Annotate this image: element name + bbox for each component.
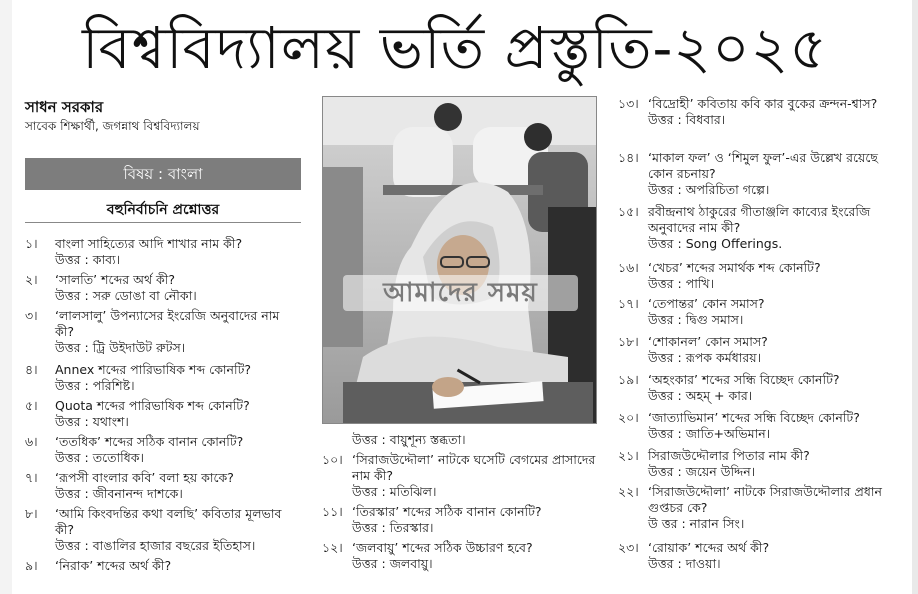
question-text: বাংলা সাহিত্যের আদি শাখার নাম কী?	[55, 236, 243, 251]
question-column-3	[618, 96, 894, 586]
question-item	[25, 308, 301, 356]
answer-text: উত্তর : পাখি।	[648, 276, 715, 291]
question-item	[25, 398, 301, 430]
question-item	[25, 506, 301, 554]
question-item	[618, 334, 894, 366]
question-number: ১৬।	[618, 260, 639, 275]
question-number: ১৭।	[618, 296, 639, 311]
question-number: ১১।	[322, 504, 343, 519]
question-item	[618, 448, 894, 480]
question-text: ‘সিরাজউদ্দৌলা’ নাটকে ঘসেটি বেগমের প্রাসাদের নাম কী?	[352, 452, 596, 483]
question-text: Annex শব্দের পারিভাষিক শব্দ কোনটি?	[55, 362, 252, 377]
question-text: ‘রোয়াক’ শব্দের অর্থ কী?	[648, 540, 770, 555]
question-number: ৩।	[25, 308, 38, 323]
question-text: ‘অহংকার’ শব্দের সন্ধি বিচ্ছেদ কোনটি?	[648, 372, 840, 387]
question-number: ১২।	[322, 540, 343, 555]
student-writing-exam-illustration	[323, 97, 596, 423]
newspaper-watermark: আমাদের সময়	[343, 275, 578, 311]
subject-bar: বিষয় : বাংলা	[25, 158, 301, 190]
answer-text: উত্তর : তিরস্কার।	[352, 520, 434, 535]
question-number: ৫।	[25, 398, 38, 413]
question-item	[25, 362, 301, 394]
answer-text: উত্তর : দাওয়া।	[648, 556, 721, 571]
question-column-1	[25, 236, 301, 586]
question-item	[25, 434, 301, 466]
question-item	[618, 410, 894, 442]
answer-text: উত্তর : জয়েন উদ্দিন।	[648, 464, 756, 479]
answer-text: উত্তর : বিধবার।	[648, 112, 726, 127]
answer-text: উত্তর : পরিশিষ্ট।	[55, 378, 135, 393]
question-text: ‘শোকানল’ কোন সমাস?	[648, 334, 768, 349]
question-item	[618, 296, 894, 328]
question-number: ২০।	[618, 410, 639, 425]
question-item	[618, 204, 894, 252]
question-text: ‘জাত্যাভিমান’ শব্দের সন্ধি বিচ্ছেদ কোনটি?	[648, 410, 860, 425]
section-divider	[25, 222, 301, 223]
question-text: ‘সিরাজউদ্দৌলা’ নাটকে সিরাজউদ্দৌলার প্রধান গুপ্তচর কে?	[648, 484, 882, 515]
answer-text: উত্তর : দ্বিগু সমাস।	[648, 312, 744, 327]
question-item	[25, 470, 301, 502]
answer-text: উত্তর : সরু ডোঙা বা নৌকা।	[55, 288, 197, 303]
question-number: ২১।	[618, 448, 639, 463]
question-text: ‘জলবায়ু’ শব্দের সঠিক উচ্চারণ হবে?	[352, 540, 533, 555]
question-item	[322, 452, 598, 500]
question-item	[25, 236, 301, 268]
question-number: ১৩।	[618, 96, 639, 111]
question-number: ১৪।	[618, 150, 639, 165]
question-number: ১।	[25, 236, 38, 251]
question-number: ৯।	[25, 558, 38, 573]
answer-text: উত্তর : যথাংশ।	[55, 414, 129, 429]
question-item	[25, 272, 301, 304]
question-text: রবীন্দ্রনাথ ঠাকুরের গীতাঞ্জলি কাব্যের ইংরেজি অনুবাদের নাম কী?	[648, 204, 871, 235]
question-text: ‘নিরাক’ শব্দের অর্থ কী?	[55, 558, 172, 573]
question-number: ২।	[25, 272, 38, 287]
answer-text: উ ত্তর : নারান সিং।	[648, 516, 745, 531]
question-number: ৪।	[25, 362, 38, 377]
section-title: বহুনির্বাচনি প্রশ্নোত্তর	[106, 202, 220, 218]
question-number: ২২।	[618, 484, 639, 499]
question-text: ‘তেপান্তর’ কোন সমাস?	[648, 296, 765, 311]
question-number: ৮।	[25, 506, 38, 521]
answer-text: উত্তর : বায়ুশূন্য স্তব্ধতা।	[352, 432, 466, 447]
exam-hall-photo	[322, 96, 597, 424]
question-item	[322, 504, 598, 536]
answer-text: উত্তর : Song Offerings.	[648, 236, 783, 251]
question-item	[322, 540, 598, 572]
answer-text: উত্তর : ততোধিক।	[55, 450, 144, 465]
answer-text: উত্তর : অহম্ + কার।	[648, 388, 753, 403]
answer-text: উত্তর : অপরিচিতা গল্পে।	[648, 182, 770, 197]
question-number: ১০।	[322, 452, 343, 467]
answer-text: উত্তর : ট্রি উইদাউট রুটস।	[55, 340, 186, 355]
question-item	[618, 540, 894, 572]
question-item	[618, 372, 894, 404]
answer-text: উত্তর : মতিঝিল।	[352, 484, 437, 499]
question-text: ‘মাকাল ফল’ ও ‘শিমুল ফুল’-এর উল্লেখ রয়েছে কোন রচনায়?	[648, 150, 878, 181]
question-number: ২৩।	[618, 540, 639, 555]
question-number: ১৯।	[618, 372, 639, 387]
question-text: ‘সালতি’ শব্দের অর্থ কী?	[55, 272, 175, 287]
question-number: ১৮।	[618, 334, 639, 349]
question-item	[618, 96, 894, 128]
right-page-edge	[912, 0, 918, 594]
answer-text: উত্তর : রূপক কর্মধারয়।	[648, 350, 762, 365]
author-role: সাবেক শিক্ষার্থী, জগন্নাথ বিশ্ববিদ্যালয়	[25, 119, 200, 133]
question-column-2	[322, 432, 598, 582]
answer-text: উত্তর : জলবায়ু।	[352, 556, 433, 571]
answer-text: উত্তর : জাতি+অভিমান।	[648, 426, 771, 441]
question-text: ‘খেচর’ শব্দের সমার্থক শব্দ কোনটি?	[648, 260, 821, 275]
question-item	[618, 150, 894, 198]
question-text: ‘রূপসী বাংলার কবি’ বলা হয় কাকে?	[55, 470, 234, 485]
question-text: ‘তিরস্কার’ শব্দের সঠিক বানান কোনটি?	[352, 504, 542, 519]
question-item	[25, 558, 301, 574]
question-number: ৭।	[25, 470, 38, 485]
question-text: ‘লালসালু’ উপন্যাসের ইংরেজি অনুবাদের নাম কী?	[55, 308, 280, 339]
question-item	[618, 260, 894, 292]
headline: বিশ্ববিদ্যালয় ভর্তি প্রস্তুতি-২০২৫	[81, 14, 829, 82]
question-text: ‘বিদ্রোহী’ কবিতায় কবি কার বুকের ক্রন্দন-শ্বাস?	[648, 96, 878, 111]
left-page-edge	[0, 0, 12, 594]
author-name: সাধন সরকার	[25, 98, 104, 116]
question-text: ‘ততধিক’ শব্দের সঠিক বানান কোনটি?	[55, 434, 244, 449]
question-number: ১৫।	[618, 204, 639, 219]
answer-text: উত্তর : কাব্য।	[55, 252, 121, 267]
question-item	[618, 484, 894, 532]
answer-text: উত্তর : জীবনানন্দ দাশকে।	[55, 486, 183, 501]
question-text: সিরাজউদ্দৌলার পিতার নাম কী?	[648, 448, 810, 463]
question-text: Quota শব্দের পারিভাষিক শব্দ কোনটি?	[55, 398, 250, 413]
question-number: ৬।	[25, 434, 38, 449]
answer-text: উত্তর : বাঙালির হাজার বছরের ইতিহাস।	[55, 538, 256, 553]
question-item	[322, 432, 598, 448]
question-text: ‘আমি কিংবদন্তির কথা বলছি’ কবিতার মূলভাব কী?	[55, 506, 282, 537]
